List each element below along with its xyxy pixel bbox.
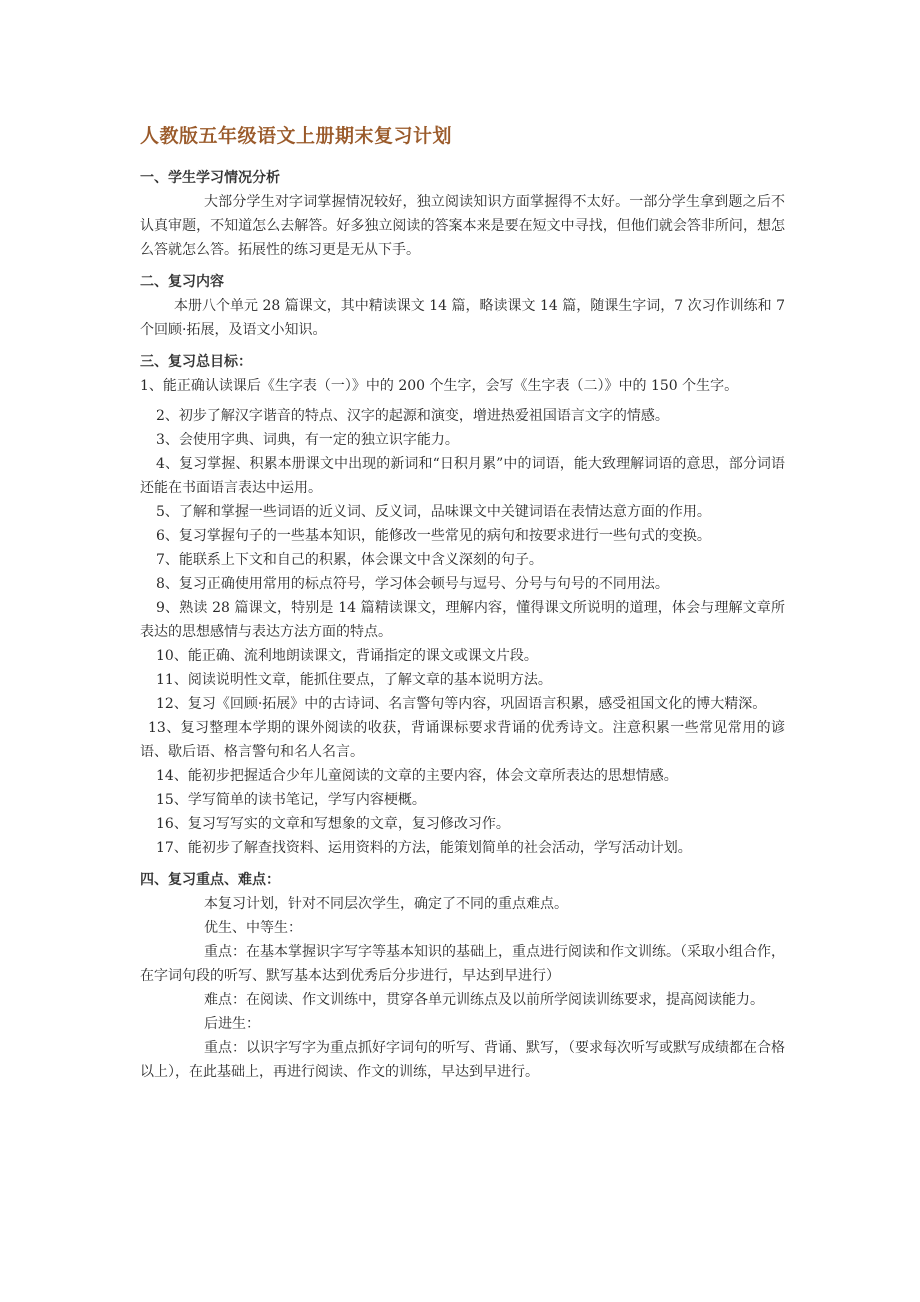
content-paragraph: 本册八个单元 28 篇课文，其中精读课文 14 篇，略读课文 14 篇，随课生字词，7 次习作训练和 7 个回顾·拓展，及语文小知识。 [140,298,785,338]
section-heading-content: 二、复习内容 [140,274,224,290]
section-heading-focus: 四、复习重点、难点： [140,872,280,888]
group-label-struggling-students: 后进生： [204,1016,260,1032]
goal-item: 11、阅读说明性文章，能抓住要点，了解文章的基本说明方法。 [156,672,552,688]
goal-item: 12、复习《回顾·拓展》中的古诗词、名言警句等内容，巩固语言积累，感受祖国文化的博大精深。 [156,696,767,712]
goal-item: 2、初步了解汉字谐音的特点、汉字的起源和演变，增进热爱祖国语言文字的情感。 [156,408,669,424]
goal-item: 7、能联系上下文和自己的积累，体会课文中含义深刻的句子。 [156,552,543,568]
section-heading-analysis: 一、学生学习情况分析 [140,170,280,186]
goal-item: 8、复习正确使用常用的标点符号，学习体会顿号与逗号、分号与句号的不同用法。 [156,576,669,592]
goal-item: 15、学写简单的读书笔记，学写内容梗概。 [156,792,426,808]
goal-item: 1、能正确认读课后《生字表（一）》中的 200 个生字，会写《生字表（二）》中的 150 个生字。 [140,378,739,394]
document-page [140,122,785,1084]
goal-item: 3、会使用字典、词典，有一定的独立识字能力。 [156,432,459,448]
section-heading-goals: 三、复习总目标： [140,354,252,370]
goal-item: 13、复习整理本学期的课外阅读的收获，背诵课标要求背诵的优秀诗文。注意积累一些常见常用的谚语、歇后语、格言警句和名人名言。 [140,720,785,760]
analysis-paragraph: 大部分学生对字词掌握情况较好，独立阅读知识方面掌握得不太好。一部分学生拿到题之后不认真审题，不知道怎么去解答。好多独立阅读的答案本来是要在短文中寻找，但他们就会答非所问，想怎么答就怎么答。拓展性的练习更是无从下手。 [140,194,785,258]
goal-item: 16、复习写写实的文章和写想象的文章，复习修改习作。 [156,816,510,832]
top-students-difficulty: 难点：在阅读、作文训练中，贯穿各单元训练点及以前所学阅读训练要求，提高阅读能力。 [204,992,764,1008]
struggling-students-focus: 重点：以识字写字为重点抓好字词句的听写、背诵、默写，（要求每次听写或默写成绩都在合格以上），在此基础上，再进行阅读、作文的训练，早达到早进行。 [140,1040,785,1080]
document-title: 人教版五年级语文上册期末复习计划 [140,125,453,147]
goal-item: 9、熟读 28 篇课文，特别是 14 篇精读课文，理解内容，懂得课文所说明的道理，体会与理解文章所表达的思想感情与表达方法方面的特点。 [140,600,785,640]
goal-item: 10、能正确、流利地朗读课文，背诵指定的课文或课文片段。 [156,648,538,664]
goals-list [140,374,785,860]
top-students-focus: 重点：在基本掌握识字写字等基本知识的基础上，重点进行阅读和作文训练。（采取小组合作，在字词句段的听写、默写基本达到优秀后分步进行，早达到早进行） [140,944,785,984]
goal-item: 17、能初步了解查找资料、运用资料的方法，能策划简单的社会活动，学写活动计划。 [156,840,692,856]
goal-item: 14、能初步把握适合少年儿童阅读的文章的主要内容，体会文章所表达的思想情感。 [156,768,678,784]
goal-item: 5、了解和掌握一些词语的近义词、反义词，品味课文中关键词语在表情达意方面的作用。 [156,504,711,520]
goal-item: 6、复习掌握句子的一些基本知识，能修改一些常见的病句和按要求进行一些句式的变换。 [156,528,711,544]
focus-intro: 本复习计划，针对不同层次学生，确定了不同的重点难点。 [204,896,568,912]
goal-item: 4、复习掌握、积累本册课文中出现的新词和“日积月累”中的词语，能大致理解词语的意思，部分词语还能在书面语言表达中运用。 [140,456,785,496]
group-label-top-students: 优生、中等生： [204,920,302,936]
